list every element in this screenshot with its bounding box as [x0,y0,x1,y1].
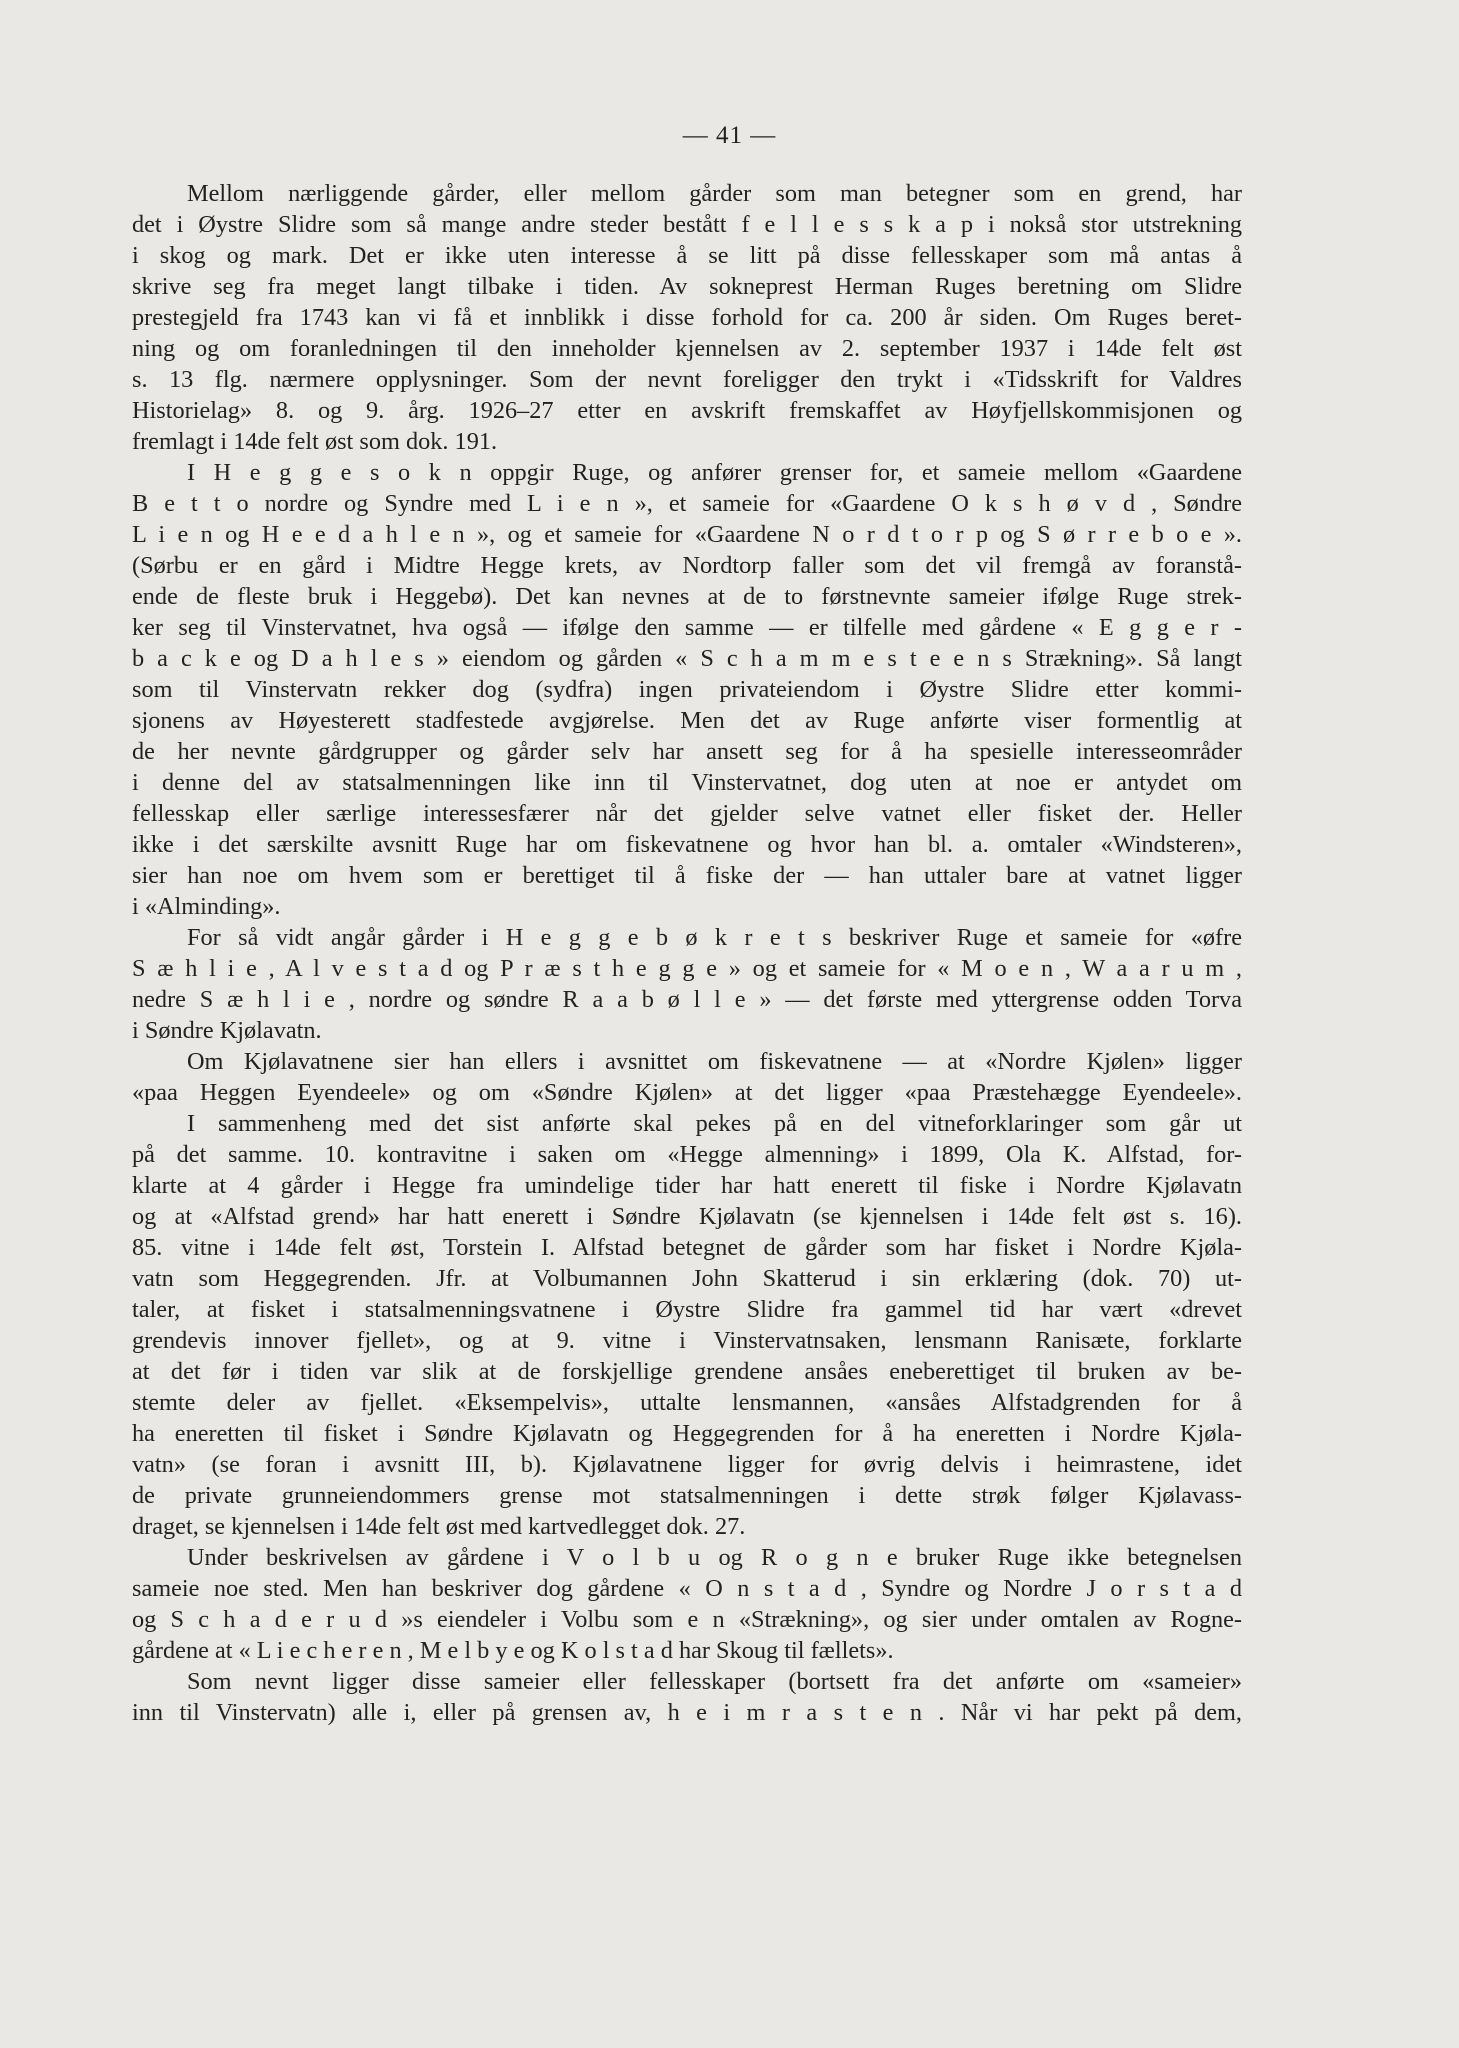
text-line: klarte at 4 gårder i Hegge fra umindelige tider har hatt enerett til fiske i Nordre Kjølavatn [132,1172,1242,1199]
body-text [132,178,1242,1728]
text-line: skrive seg fra meget langt tilbake i tiden. Av sokneprest Herman Ruges beretning om Slidre [132,273,1242,300]
text-line: Som nevnt ligger disse sameier eller fellesskaper (bortsett fra det anførte om «sameier» [187,1668,1242,1695]
text-line: vatn» (se foran i avsnitt III, b). Kjølavatnene ligger for øvrig delvis i heimrastene, idet [132,1451,1242,1478]
text-line: det i Øystre Slidre som så mange andre steder bestått f e l l e s s k a p i nokså stor utstrekning [132,211,1242,238]
text-line: (Sørbu er en gård i Midtre Hegge krets, av Nordtorp faller som det vil fremgå av foranstå- [132,552,1242,579]
text-line: de private grunneiendommers grense mot statsalmenningen i dette strøk følger Kjølavass- [132,1482,1242,1509]
text-line: ker seg til Vinstervatnet, hva også — ifølge den samme — er tilfelle med gårdene « E g g e r - [132,614,1242,641]
text-line: inn til Vinstervatn) alle i, eller på grensen av, h e i m r a s t e n . Når vi har pekt på dem, [132,1699,1242,1726]
text-line: nedre S æ h l i e , nordre og søndre R a a b ø l l e » — det første med yttergrense odden Torva [132,986,1242,1013]
text-line: fellesskap eller særlige interessesfærer når det gjelder selve vatnet eller fisket der. Heller [132,800,1242,827]
text-line: b a c k e og D a h l e s » eiendom og gården « S c h a m m e s t e e n s Strækning». Så langt [132,645,1242,672]
text-line: i Søndre Kjølavatn. [132,1017,322,1044]
text-line: ning og om foranledningen til den inneholder kjennelsen av 2. september 1937 i 14de felt øst [132,335,1242,362]
text-line: i denne del av statsalmenningen like inn til Vinstervatnet, dog uten at noe er antydet om [132,769,1242,796]
text-line: S æ h l i e , A l v e s t a d og P r æ s t h e g g e » og et sameie for « M o e n , W a a r u m , [132,955,1242,982]
text-line: ende de fleste bruk i Heggebø). Det kan nevnes at de to førstnevnte sameier ifølge Ruge strek- [132,583,1242,610]
text-line: ha eneretten til fisket i Søndre Kjølavatn og Heggegrenden for å ha eneretten i Nordre Kjøla- [132,1420,1242,1447]
text-line: stemte deler av fjellet. «Eksempelvis», uttalte lensmannen, «ansåes Alfstadgrenden for å [132,1389,1242,1416]
text-line: i «Alminding». [132,893,281,920]
text-line: s. 13 flg. nærmere opplysninger. Som der nevnt foreligger den trykt i «Tidsskrift for Valdres [132,366,1242,393]
text-line: I H e g g e s o k n oppgir Ruge, og anfører grenser for, et sameie mellom «Gaardene [187,459,1242,486]
text-line: som til Vinstervatn rekker dog (sydfra) ingen privateiendom i Øystre Slidre etter kommi- [132,676,1242,703]
text-line: i skog og mark. Det er ikke uten interesse å se litt på disse fellesskaper som må antas å [132,242,1242,269]
text-line: Under beskrivelsen av gårdene i V o l b u og R o g n e bruker Ruge ikke betegnelsen [187,1544,1242,1571]
text-line: B e t t o nordre og Syndre med L i e n », et sameie for «Gaardene O k s h ø v d , Søndre [132,490,1242,517]
page-number: — 41 — [682,122,777,149]
text-line: draget, se kjennelsen i 14de felt øst med kartvedlegget dok. 27. [132,1513,746,1540]
text-line: «paa Heggen Eyendeele» og om «Søndre Kjølen» at det ligger «paa Præstehægge Eyendeele». [132,1079,1242,1106]
text-line: ikke i det særskilte avsnitt Ruge har om fiskevatnene og hvor han bl. a. omtaler «Windsteren», [132,831,1242,858]
text-line: at det før i tiden var slik at de forskjellige grendene ansåes eneberettiget til bruken av be- [132,1358,1242,1385]
text-line: vatn som Heggegrenden. Jfr. at Volbumannen John Skatterud i sin erklæring (dok. 70) ut- [132,1265,1242,1292]
text-line: sjonens av Høyesterett stadfestede avgjørelse. Men det av Ruge anførte viser formentlig at [132,707,1242,734]
text-line: I sammenheng med det sist anførte skal pekes på en del vitneforklaringer som går ut [187,1110,1242,1137]
text-line: sier han noe om hvem som er berettiget til å fiske der — han uttaler bare at vatnet ligger [132,862,1242,889]
text-line: prestegjeld fra 1743 kan vi få et innblikk i disse forhold for ca. 200 år siden. Om Ruges beret- [132,304,1242,331]
text-line: og at «Alfstad grend» har hatt enerett i Søndre Kjølavatn (se kjennelsen i 14de felt øst s. 16). [132,1203,1242,1230]
text-line: Historielag» 8. og 9. årg. 1926–27 etter en avskrift fremskaffet av Høyfjellskommisjonen og [132,397,1242,424]
text-line: For så vidt angår gårder i H e g g e b ø k r e t s beskriver Ruge et sameie for «øfre [187,924,1242,951]
text-line: Mellom nærliggende gårder, eller mellom gårder som man betegner som en grend, har [187,180,1242,207]
text-line: gårdene at « L i e c h e r e n , M e l b y e og K o l s t a d har Skoug til fællets». [132,1637,894,1664]
text-line: taler, at fisket i statsalmenningsvatnene i Øystre Slidre fra gammel tid har vært «drevet [132,1296,1242,1323]
text-line: L i e n og H e e d a h l e n », og et sameie for «Gaardene N o r d t o r p og S ø r r e b o e ». [132,521,1242,548]
text-line: sameie noe sted. Men han beskriver dog gårdene « O n s t a d , Syndre og Nordre J o r s t a d [132,1575,1242,1602]
text-line: 85. vitne i 14de felt øst, Torstein I. Alfstad betegnet de gårder som har fisket i Nordre Kjøla- [132,1234,1242,1261]
text-line: grendevis innover fjellet», og at 9. vitne i Vinstervatnsaken, lensmann Ranisæte, forklarte [132,1327,1242,1354]
text-line: fremlagt i 14de felt øst som dok. 191. [132,428,498,455]
text-line: på det samme. 10. kontravitne i saken om «Hegge almenning» i 1899, Ola K. Alfstad, for- [132,1141,1242,1168]
text-line: de her nevnte gårdgrupper og gårder selv har ansett seg for å ha spesielle interesseområder [132,738,1242,765]
text-line: og S c h a d e r u d »s eiendeler i Volbu som e n «Strækning», og sier under omtalen av Rogne- [132,1606,1242,1633]
text-line: Om Kjølavatnene sier han ellers i avsnittet om fiskevatnene — at «Nordre Kjølen» ligger [187,1048,1242,1075]
